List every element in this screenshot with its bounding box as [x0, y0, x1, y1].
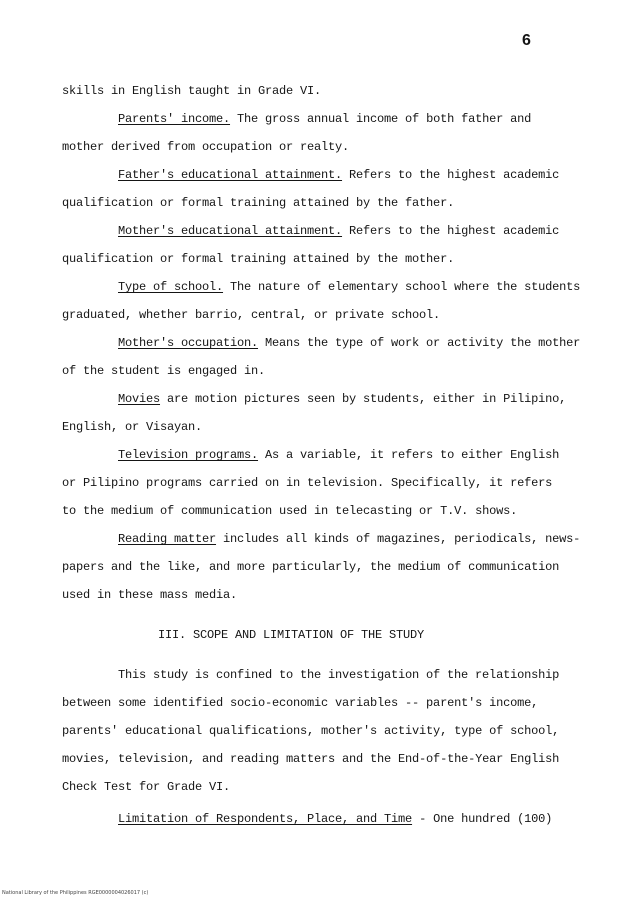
term-mothers-education: Mother's educational attainment. — [118, 224, 343, 238]
text-line: or Pilipino programs carried on in television. Specifically, it refers — [62, 476, 553, 490]
subheading-limitation — [118, 812, 552, 826]
definition-type-of-school — [118, 280, 580, 294]
definition-parents-income — [118, 112, 531, 126]
definition-text: Refers to the highest academic — [342, 224, 560, 238]
text-line: of the student is engaged in. — [62, 364, 266, 378]
definition-text: Refers to the highest academic — [342, 168, 560, 182]
section-heading: III. SCOPE AND LIMITATION OF THE STUDY — [158, 628, 425, 642]
text-line: papers and the like, and more particularly, the medium of communication — [62, 560, 560, 574]
text-line: skills in English taught in Grade VI. — [62, 84, 322, 98]
term-reading-matter: Reading matter — [118, 532, 217, 546]
term-limitation: Limitation of Respondents, Place, and Time — [118, 812, 413, 826]
definition-text: The gross annual income of both father and — [230, 112, 532, 126]
text-line: qualification or formal training attained by the father. — [62, 196, 455, 210]
definition-text: are motion pictures seen by students, either in Pilipino, — [160, 392, 567, 406]
definition-mothers-education — [118, 224, 559, 238]
text-line: between some identified socio-economic variables -- parent's income, — [62, 696, 539, 710]
page-number: 6 — [522, 32, 531, 49]
term-parents-income: Parents' income. — [118, 112, 231, 126]
subheading-text: - One hundred (100) — [412, 812, 553, 826]
term-mothers-occupation: Mother's occupation. — [118, 336, 259, 350]
text-line: qualification or formal training attained by the mother. — [62, 252, 455, 266]
term-movies: Movies — [118, 392, 161, 406]
text-line: This study is confined to the investigation of the relationship — [118, 668, 560, 682]
text-line: mother derived from occupation or realty. — [62, 140, 350, 154]
definition-fathers-education — [118, 168, 559, 182]
definition-text: The nature of elementary school where the students — [223, 280, 581, 294]
term-fathers-education: Father's educational attainment. — [118, 168, 343, 182]
text-line: movies, television, and reading matters and the End-of-the-Year English — [62, 752, 560, 766]
definition-text: Means the type of work or activity the mother — [258, 336, 581, 350]
definition-movies — [118, 392, 566, 406]
term-television-programs: Television programs. — [118, 448, 259, 462]
definition-reading-matter — [118, 532, 580, 546]
text-line: Check Test for Grade VI. — [62, 780, 231, 794]
text-line: graduated, whether barrio, central, or private school. — [62, 308, 441, 322]
text-line: to the medium of communication used in telecasting or T.V. shows. — [62, 504, 518, 518]
text-line: English, or Visayan. — [62, 420, 203, 434]
definition-mothers-occupation — [118, 336, 580, 350]
definition-television-programs — [118, 448, 559, 462]
library-footer: National Library of the Philippines RGE0000004026017 (c) — [2, 890, 149, 896]
definition-text: As a variable, it refers to either English — [258, 448, 560, 462]
text-line: parents' educational qualifications, mother's activity, type of school, — [62, 724, 560, 738]
definition-text: includes all kinds of magazines, periodicals, news- — [216, 532, 581, 546]
term-type-of-school: Type of school. — [118, 280, 224, 294]
text-line: used in these mass media. — [62, 588, 238, 602]
